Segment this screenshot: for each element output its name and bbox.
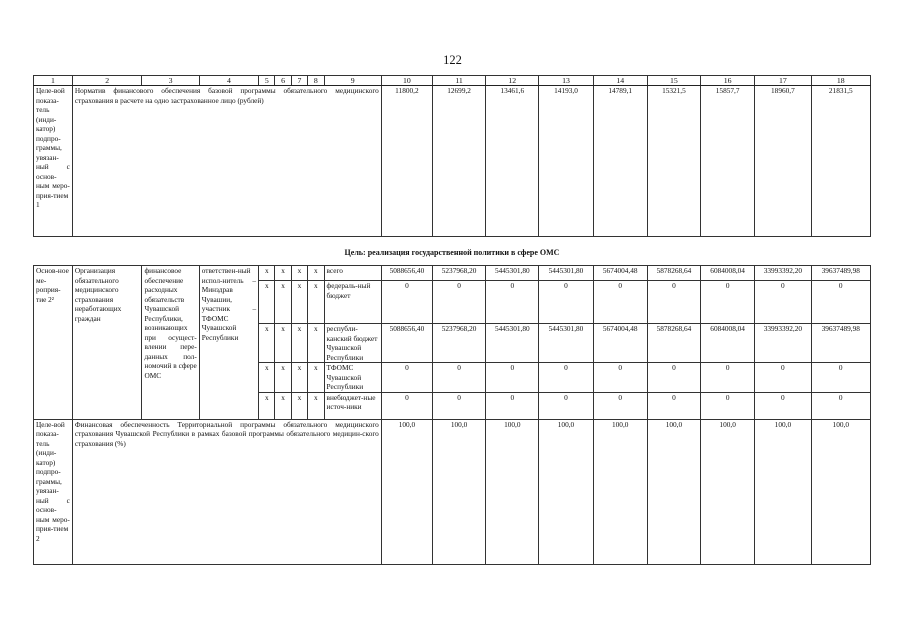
funding-value: 5088656,40: [381, 266, 432, 281]
funding-value: 0: [539, 392, 593, 419]
funding-source-name: республи-канский бюджет Чувашской Республики: [324, 324, 381, 363]
funding-value: 0: [486, 363, 539, 393]
funding-value: 5445301,80: [486, 266, 539, 281]
funding-source-row: [34, 266, 871, 281]
funding-value: 0: [432, 281, 485, 324]
funding-value: 0: [381, 281, 432, 324]
funding-source-name: внебюджет-ные источ-ники: [324, 392, 381, 419]
funding-value: 0: [701, 392, 755, 419]
funding-value: 0: [755, 363, 811, 393]
budget-code-cell: x: [275, 324, 291, 363]
indicator-2-label: Целе-вой показа-тель (инди-катор) подпро-граммы, увязан-ный с основ-ным меро-прия-тием 2: [34, 419, 73, 564]
column-number: 12: [486, 76, 539, 86]
column-number: 16: [701, 76, 755, 86]
column-number: 13: [539, 76, 593, 86]
goal-heading: Цель: реализация государственной политики в сфере ОМС: [344, 248, 560, 257]
funding-value: 0: [381, 392, 432, 419]
budget-code-cell: x: [259, 392, 275, 419]
funding-value: 6084008,04: [701, 266, 755, 281]
activity-2-label: Основ-ное ме-роприя-тие 2²: [34, 266, 73, 420]
indicator-1-value: 15321,5: [647, 86, 700, 237]
activity-2-task: финансовое обеспечение расходных обязательств Чувашской Республики, возникающих при осущест-влении пере-данных пол-номочий в сфере ОМС: [142, 266, 199, 420]
column-number: 2: [72, 76, 142, 86]
funding-value: 0: [593, 363, 647, 393]
page-number: 122: [443, 53, 462, 67]
funding-value: 0: [593, 281, 647, 324]
funding-value: 5237968,20: [432, 324, 485, 363]
indicator-2-value: 100,0: [486, 419, 539, 564]
funding-value: 33993392,20: [755, 266, 811, 281]
funding-source-name: всего: [324, 266, 381, 281]
indicator-1-text: Норматив финансового обеспечения базовой программы обязательного медицинского страхования в расчете на одно застрахованное лицо (рублей): [72, 86, 381, 237]
funding-source-name: федераль-ный бюджет: [324, 281, 381, 324]
funding-value: 33993392,20: [755, 324, 811, 363]
activity-2-executor: ответствен-ный испол-нитель – Минздрав Чувашии, участник – ТФОМС Чувашской Республики: [199, 266, 258, 420]
column-number: 18: [811, 76, 870, 86]
column-number: 7: [291, 76, 307, 86]
indicator-2-value: 100,0: [647, 419, 700, 564]
indicator-1-value: 11800,2: [381, 86, 432, 237]
funding-value: 0: [701, 363, 755, 393]
indicator-1-value: 18960,7: [755, 86, 811, 237]
indicator-2-row: [34, 419, 871, 564]
indicator-2-value: 100,0: [701, 419, 755, 564]
indicator-1-value: 15857,7: [701, 86, 755, 237]
funding-value: 39637489,98: [811, 324, 870, 363]
budget-code-cell: x: [259, 266, 275, 281]
indicator-2-value: 100,0: [593, 419, 647, 564]
budget-code-cell: x: [291, 392, 307, 419]
funding-value: 0: [647, 392, 700, 419]
funding-value: 5674004,48: [593, 324, 647, 363]
indicator-2-value: 100,0: [381, 419, 432, 564]
table-part-1: [33, 75, 871, 237]
funding-value: 5674004,48: [593, 266, 647, 281]
funding-value: 0: [486, 281, 539, 324]
funding-value: 5237968,20: [432, 266, 485, 281]
column-number: 1: [34, 76, 73, 86]
column-number: 6: [275, 76, 291, 86]
column-number: 10: [381, 76, 432, 86]
funding-value: 0: [381, 363, 432, 393]
table-part-2: [33, 265, 871, 565]
indicator-1-value: 21831,5: [811, 86, 870, 237]
funding-value: 0: [539, 363, 593, 393]
budget-code-cell: x: [308, 324, 324, 363]
funding-value: 5878268,64: [647, 266, 700, 281]
funding-value: 0: [811, 392, 870, 419]
column-number-row: [34, 76, 871, 86]
funding-value: 0: [539, 281, 593, 324]
funding-value: 5445301,80: [539, 266, 593, 281]
funding-value: 0: [647, 363, 700, 393]
funding-value: 6084008,04: [701, 324, 755, 363]
column-number: 11: [432, 76, 485, 86]
funding-value: 0: [432, 392, 485, 419]
indicator-1-label: Целе-вой показа-тель (инди-катор) подпро-граммы, увязан-ный с основ-ным меро-прия-тием 1: [34, 86, 73, 237]
indicator-2-value: 100,0: [811, 419, 870, 564]
funding-value: 0: [755, 281, 811, 324]
activity-2-name: Организация обязательного медицинского страхования неработающих граждан: [72, 266, 142, 420]
budget-code-cell: x: [308, 266, 324, 281]
column-number: 4: [199, 76, 258, 86]
funding-value: 0: [701, 281, 755, 324]
column-number: 3: [142, 76, 199, 86]
column-number: 8: [308, 76, 324, 86]
indicator-1-value: 14789,1: [593, 86, 647, 237]
budget-code-cell: x: [275, 266, 291, 281]
budget-code-cell: x: [291, 266, 307, 281]
funding-value: 5878268,64: [647, 324, 700, 363]
column-number: 9: [324, 76, 381, 86]
indicator-2-value: 100,0: [432, 419, 485, 564]
column-number: 14: [593, 76, 647, 86]
funding-value: 5088656,40: [381, 324, 432, 363]
budget-code-cell: x: [275, 363, 291, 393]
funding-value: 0: [486, 392, 539, 419]
funding-value: 39637489,98: [811, 266, 870, 281]
indicator-1-value: 14193,0: [539, 86, 593, 237]
column-number: 15: [647, 76, 700, 86]
funding-value: 0: [811, 363, 870, 393]
column-number: 17: [755, 76, 811, 86]
funding-value: 5445301,80: [486, 324, 539, 363]
budget-code-cell: x: [308, 363, 324, 393]
budget-code-cell: x: [275, 281, 291, 324]
funding-value: 0: [755, 392, 811, 419]
funding-value: 0: [811, 281, 870, 324]
budget-code-cell: x: [259, 324, 275, 363]
budget-code-cell: x: [275, 392, 291, 419]
indicator-2-text: Финансовая обеспеченность Территориальной программы обязательного медицинского страхования Чувашской Республики в рамках базовой программы обязательного медицин-ского страхования (%): [72, 419, 381, 564]
indicator-1-value: 12699,2: [432, 86, 485, 237]
budget-code-cell: x: [308, 281, 324, 324]
indicator-1-row: [34, 86, 871, 237]
budget-code-cell: x: [259, 281, 275, 324]
column-number: 5: [259, 76, 275, 86]
budget-code-cell: x: [291, 363, 307, 393]
budget-code-cell: x: [291, 281, 307, 324]
budget-code-cell: x: [291, 324, 307, 363]
budget-code-cell: x: [308, 392, 324, 419]
indicator-2-value: 100,0: [755, 419, 811, 564]
funding-value: 0: [432, 363, 485, 393]
indicator-1-value: 13461,6: [486, 86, 539, 237]
indicator-2-value: 100,0: [539, 419, 593, 564]
budget-code-cell: x: [259, 363, 275, 393]
funding-value: 0: [647, 281, 700, 324]
funding-value: 5445301,80: [539, 324, 593, 363]
funding-source-name: ТФОМС Чувашской Республики: [324, 363, 381, 393]
funding-value: 0: [593, 392, 647, 419]
